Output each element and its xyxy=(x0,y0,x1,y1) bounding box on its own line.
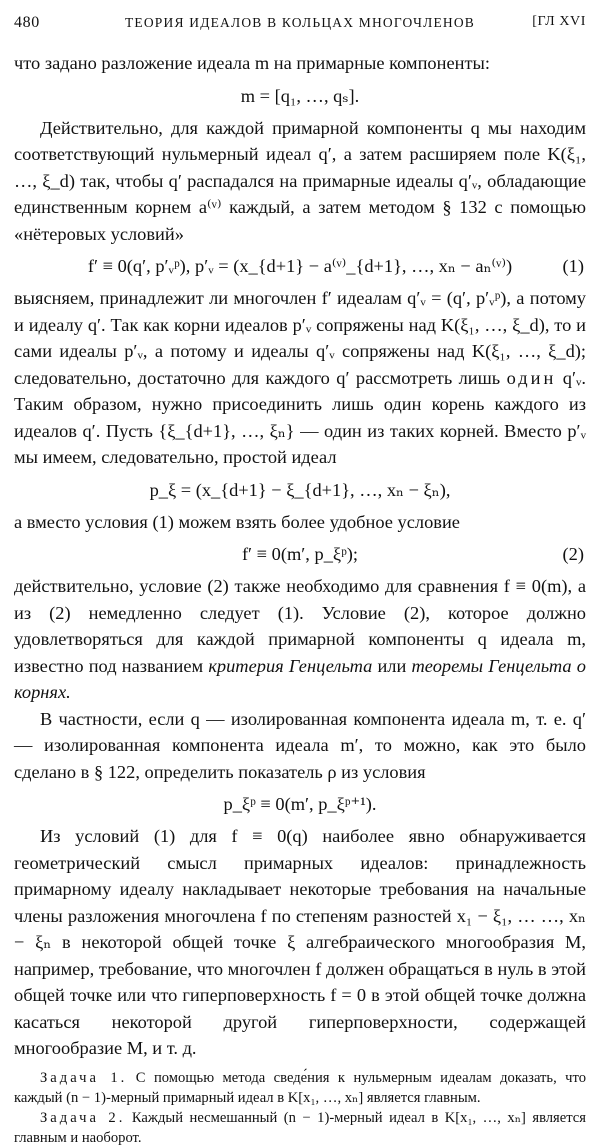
emphasized-word: один xyxy=(506,367,557,388)
equation-prime-ideal xyxy=(14,477,586,503)
running-header xyxy=(14,14,586,36)
equation-text: f′ ≡ 0(m′, p_ξᵖ); xyxy=(241,544,359,564)
equation-text: f′ ≡ 0(q′, p′ᵥᵖ), p′ᵥ = (x_{d+1} − a⁽ᵛ⁾_{d+1}, …, xₙ − aₙ⁽ᵛ⁾) xyxy=(87,256,513,276)
paragraph-4: а вместо условия (1) можем взять более удобное условие xyxy=(14,511,460,532)
paragraph-5 xyxy=(14,573,586,706)
paragraph-6: В частности, если q — изолированная компонента идеала m, т. е. q′ — изолированная компонента идеала m′, то можно, как это было сделано в § 122, определить показатель ρ из условия xyxy=(14,708,586,782)
equation-text: p_ξᵖ ≡ 0(m′, p_ξᵖ⁺¹). xyxy=(223,794,377,814)
exercise-2 xyxy=(14,1108,586,1148)
exercise-label: Задача 1. xyxy=(40,1069,128,1086)
paragraph-3-end: q′ᵥ. Таким образом, нужно присоединить лишь один корень каждого из идеалов q′. Пусть {ξ_{d+1}, …, ξₙ} — один из таких корней. Вместо p′ᵥ мы имеем, следовательно, простой идеал xyxy=(14,367,586,467)
equation-2 xyxy=(14,541,586,567)
equation-number: (2) xyxy=(562,544,584,564)
equation-decomposition xyxy=(14,83,586,109)
paragraph-2: Действительно, для каждой примарной компоненты q мы находим соответствующий нульмерный идеал q′, а затем расширяем поле K(ξ₁, …, ξ_d) так, чтобы q′ распадался на примарные идеалы q′ᵥ, обладающие единственным корнем a⁽ᵛ⁾ каждый, а затем методом § 132 с помощью «нётеровых условий» xyxy=(14,117,586,244)
page-number: 480 xyxy=(14,14,40,31)
paragraph-3 xyxy=(14,285,586,471)
page-body xyxy=(14,50,586,1148)
exercise-1 xyxy=(14,1068,586,1108)
conjunction: или xyxy=(377,655,407,676)
equation-text: m = [q₁, …, qₛ]. xyxy=(240,85,360,106)
exercise-text: Каждый несмешанный (n − 1)-мерный идеал в K[x₁, …, xₙ] является главным и наоборот. xyxy=(14,1109,586,1146)
equation-1 xyxy=(14,253,586,279)
term-hentzelt-criterion: критерия Генцельта xyxy=(208,655,373,676)
paragraph-5-text: действительно, условие (2) также необходимо для сравнения f ≡ 0(m), а из (2) немедленно следует (1). Условие (2), которое должно удовлетворяться для каждой примарной компоненты q идеала m, известно под названием xyxy=(14,576,586,676)
running-title: ТЕОРИЯ ИДЕАЛОВ В КОЛЬЦАХ МНОГОЧЛЕНОВ xyxy=(124,15,476,30)
paragraph-1: что задано разложение идеала m на примарные компоненты: xyxy=(14,53,490,73)
equation-3 xyxy=(14,791,586,817)
exercise-text: С помощью метода сведе́ния к нульмерным идеалам доказать, что каждый (n − 1)-мерный примарный идеал в K[x₁, …, xₙ] является главным. xyxy=(14,1069,586,1106)
equation-text: p_ξ = (x_{d+1} − ξ_{d+1}, …, xₙ − ξₙ), xyxy=(149,479,451,500)
paragraph-3-text: выясняем, принадлежит ли многочлен f′ идеалам q′ᵥ = (q′, p′ᵥᵖ), а потому и идеалу q′. Так как корни идеалов p′ᵥ сопряжены над K(ξ₁, …, ξ_d), то и сами идеалы p′ᵥ, а потому и идеалы q′ᵥ сопряжены над K(ξ₁, …, ξ_d); следовательно, достаточно для каждого q′ рассмотреть лишь xyxy=(14,288,586,388)
paragraph-7: Из условий (1) для f ≡ 0(q) наиболее явно обнаруживается геометрический смысл примарных идеалов: принадлежность примарному идеалу накладывает некоторые требования на начальные члены разложения многочлена f по степеням разностей x₁ − ξ₁, … …, xₙ − ξₙ в некоторой общей точке ξ алгебраического многообразия M, например, требование, что многочлен f должен обращаться в нуль в этой общей точке или что гиперповерхность f = 0 в этой общей точке должна касаться некоторой другой гиперповерхности, содержащей многообразие M, и т. д. xyxy=(14,826,586,1058)
chapter-marker: [ГЛ XVI xyxy=(532,14,586,29)
term-hentzelt-theorem: теоремы Генцельта о корнях. xyxy=(14,655,586,702)
equation-number: (1) xyxy=(562,256,584,276)
exercise-label: Задача 2. xyxy=(40,1109,126,1126)
